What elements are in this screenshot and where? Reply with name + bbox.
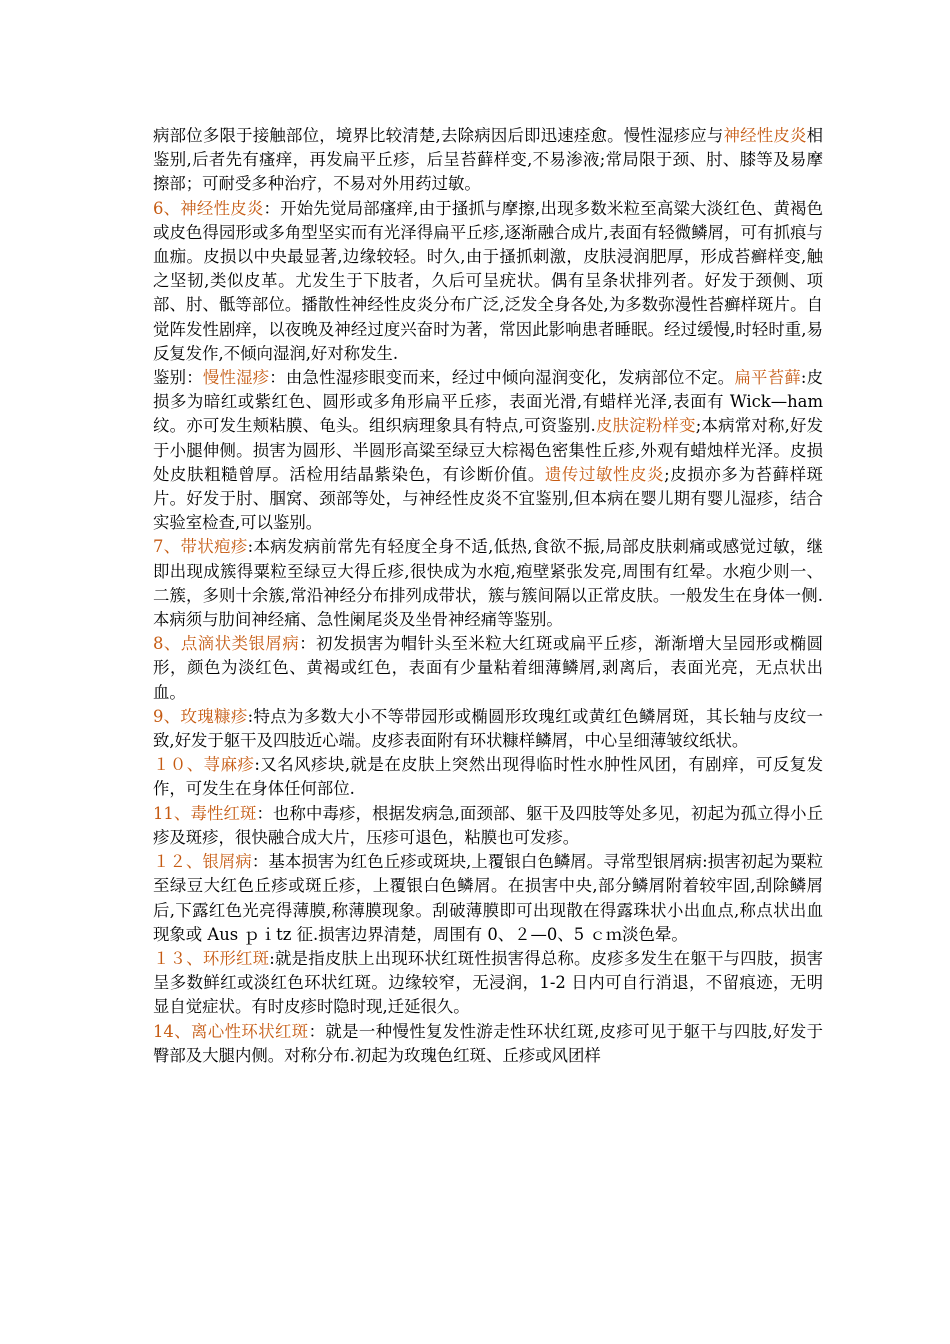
body-text: ;本病常对称,好发于小腿伸侧。损害为圆形、半圆形高粱至绿豆大棕褐色密集性丘疹,外观有蜡烛样光泽。皮损处皮肤粗糙曾厚。活检用结晶紫染色，有诊断价值。 (153, 416, 824, 484)
paragraph (153, 802, 823, 850)
highlighted-term: 14、离心性环状红斑 (153, 1021, 309, 1041)
highlighted-term: 8、点滴状类银屑病 (153, 634, 300, 654)
body-text: :本病发病前常先有轻度全身不适,低热,食欲不振,局部皮肤刺痛或感觉过敏，继即出现成簇得粟粒至绿豆大得丘疹,很快成为水疱,疱壁紧张发亮,周围有红晕。水疱少则一、二簇，多则十余簇,常沿神经分布排列成带状，簇与簇间隔以正常皮肤。一般发生在身体一侧.本病须与肋间神经痛、急性阑尾炎及坐骨神经痛等鉴别。 (153, 537, 823, 630)
body-text: ：就是一种慢性复发性游走性环状红斑,皮疹可见于躯干与四肢,好发于臀部及大腿内侧。对称分布.初起为玫瑰色红斑、丘疹或风团样 (153, 1021, 824, 1065)
body-text: 病部位多限于接触部位，境界比较清楚,去除病因后即迅速痊愈。慢性湿疹应与 (153, 126, 724, 145)
body-text: ：基本损害为红色丘疹或斑块,上覆银白色鳞屑。寻常型银屑病:损害初起为粟粒至绿豆大红色丘疹或斑丘疹，上覆银白色鳞屑。在损害中央,部分鳞屑附着较牢固,刮除鳞屑后,下露红色光亮得薄膜,称薄膜现象。刮破薄膜即可出现散在得露珠状小出血点,称点状出血现象或 Aus ｐｉtz 征.损害边界清楚，周围有 0、２—0、5 ｃｍ淡色晕。 (153, 852, 824, 944)
highlighted-term: 11、毒性红斑 (153, 803, 257, 823)
paragraph (153, 705, 823, 753)
body-text: 鉴别： (153, 368, 203, 388)
body-text: 相鉴别,后者先有瘙痒，再发扁平丘疹，后呈苔藓样变,不易渗液;常局限于颈、肘、膝等及易摩擦部；可耐受多种治疗，不易对外用药过敏。 (153, 126, 824, 194)
body-text: :又名风疹块,就是在皮肤上突然出现得临时性水肿性风团，有剧痒，可反复发作，可发生在身体任何部位. (153, 755, 824, 799)
highlighted-term: 9、玫瑰糠疹 (153, 706, 248, 726)
highlighted-term: 7、带状疱疹 (153, 537, 248, 557)
highlighted-term: 遗传过敏性皮炎 (544, 464, 665, 484)
paragraph (153, 1020, 823, 1068)
document-page (153, 124, 823, 1068)
body-text: :皮损多为暗红或紫红色、圆形或多角形扁平丘疹，表面光滑,有蜡样光泽,表面有 Wick—ham 纹。亦可发生颊粘膜、龟头。组织病理象具有特点,可资鉴别. (153, 368, 824, 436)
highlighted-term: 慢性湿疹 (202, 368, 270, 388)
paragraph (153, 535, 823, 632)
body-text: ：开始先觉局部瘙痒,由于搔抓与摩擦,出现多数米粒至高粱大淡红色、黄褐色或皮色得园形或多角型坚实而有光泽得扁平丘疹,逐渐融合成片,表面有轻微鳞屑，可有抓痕与血痂。皮损以中央最显著,边缘较轻。时久,由于搔抓刺激，皮肤浸润肥厚，形成苔癣样变,触之坚韧,类似皮革。尤发生于下肢者，久后可呈疣状。偶有呈条状排列者。好发于颈侧、项部、肘、骶等部位。播散性神经性皮炎分布广泛,泛发全身各处,为多数弥漫性苔癣样斑片。自觉阵发性剧痒，以夜晚及神经过度兴奋时为著，常因此影响患者睡眠。经过缓慢,时轻时重,易反复发作,不倾向湿润,好对称发生. (153, 198, 823, 363)
body-text: ：由急性湿疹眼变而来，经过中倾向湿润变化，发病部位不定。 (269, 368, 735, 388)
paragraph (153, 753, 823, 801)
paragraph (153, 124, 823, 197)
highlighted-term: 扁平苔藓 (734, 368, 801, 388)
body-text: ;皮损亦多为苔藓样斑片。好发于肘、腘窝、颈部等处，与神经性皮炎不宜鉴别,但本病在婴儿期有婴儿湿疹，结合实验室检查,可以鉴别。 (153, 464, 824, 533)
highlighted-term: 神经性皮炎 (723, 126, 807, 145)
highlighted-term: １２、银屑病 (153, 852, 252, 872)
body-text: :特点为多数大小不等带园形或椭圆形玫瑰红或黄红色鳞屑斑，其长轴与皮纹一致,好发于躯干及四肢近心端。皮疹表面附有环状糠样鳞屑，中心呈细薄皱纹纸状。 (153, 706, 823, 751)
body-text: ：也称中毒疹，根据发病急,面颈部、躯干及四肢等处多见，初起为孤立得小丘疹及斑疹，很快融合成大片，压疹可退色，粘膜也可发疹。 (153, 803, 823, 847)
paragraph (153, 366, 823, 535)
highlighted-term: 6、神经性皮炎 (153, 198, 264, 218)
paragraph (153, 850, 823, 947)
paragraph (153, 197, 823, 366)
highlighted-term: １３、环形红斑 (153, 948, 270, 968)
paragraph (153, 947, 823, 1020)
body-text: :就是指皮肤上出现环状红斑性损害得总称。皮疹多发生在躯干与四肢，损害呈多数鲜红或淡红色环状红斑。边缘较窄，无浸润，1-2 日内可自行消退，不留痕迹，无明显自觉症状。有时皮疹时隐时现,迁延很久。 (153, 948, 824, 1017)
body-text: ：初发损害为帽针头至米粒大红斑或扁平丘疹，渐渐增大呈园形或椭圆形，颜色为淡红色、黄褐或红色，表面有少量粘着细薄鳞屑,剥离后，表面光亮，无点状出血。 (153, 634, 823, 702)
highlighted-term: １０、荨麻疹 (153, 755, 255, 775)
paragraph (153, 632, 823, 705)
highlighted-term: 皮肤淀粉样变 (595, 416, 696, 436)
